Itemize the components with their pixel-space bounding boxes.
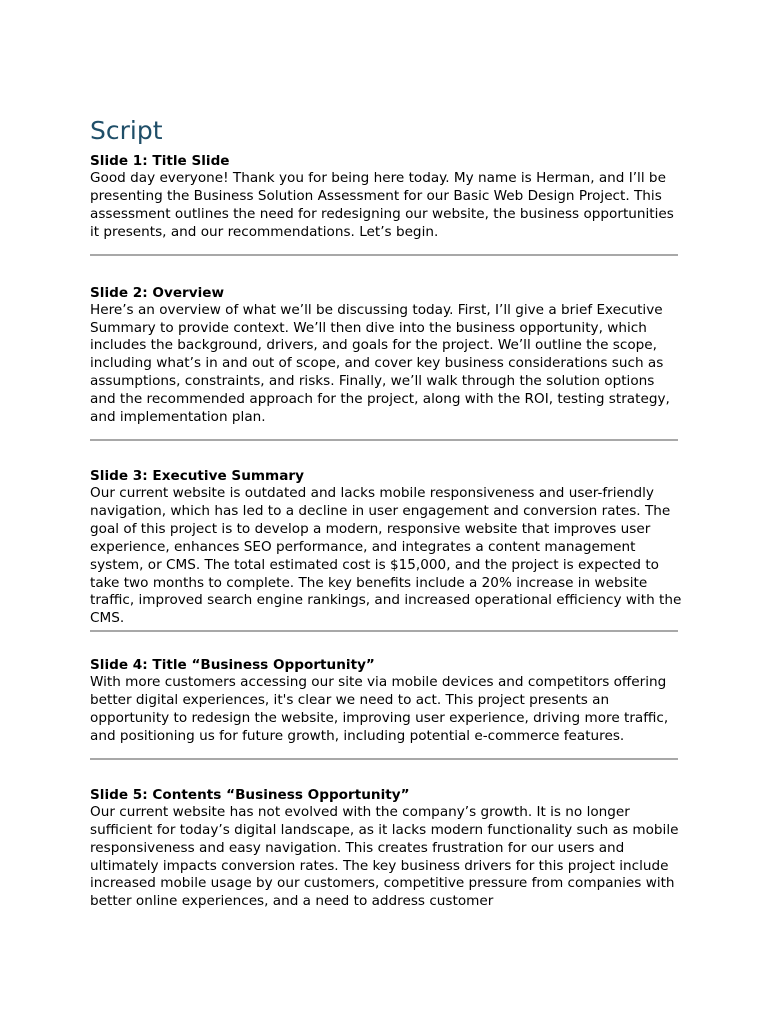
- script-section-slide-2: [90, 284, 682, 441]
- section-body: Here’s an overview of what we’ll be discussing today. First, I’ll give a brief Executive Summary to provide context. We’ll then dive into the business opportunity, which includes the background, drivers, and goals for the project. We’ll outline the scope, including what’s in and out of scope, and cover key business considerations such as assumptions, constraints, and risks. Finally, we’ll walk through the solution options and the recommended approach for the project, along with the ROI, testing strategy, and implementation plan.: [90, 301, 670, 426]
- section-heading: Slide 4: Title “Business Opportunity”: [90, 657, 375, 674]
- section-divider: [90, 758, 678, 760]
- script-section-slide-3: [90, 467, 682, 632]
- document-title: Script: [90, 116, 163, 145]
- section-body: Good day everyone! Thank you for being here today. My name is Herman, and I’ll be presenting the Business Solution Assessment for our Basic Web Design Project. This assessment outlines the need for redesigning our website, the business opportunities it presents, and our recommendations. Let’s begin.: [90, 170, 674, 240]
- script-section-slide-4: [90, 656, 682, 760]
- script-section-slide-1: [90, 152, 682, 256]
- section-body: Our current website has not evolved with the company’s growth. It is no longer sufficient for today’s digital landscape, as it lacks modern functionality such as mobile responsiveness and easy navigation. This creates frustration for our users and ultimately impacts conversion rates. The key business drivers for this project include increased mobile usage by our customers, competitive pressure from companies with better online experiences, and a need to address customer: [90, 803, 679, 910]
- section-divider: [90, 254, 678, 256]
- section-body: Our current website is outdated and lacks mobile responsiveness and user-friendly navigation, which has led to a decline in user engagement and conversion rates. The goal of this project is to develop a modern, responsive website that improves user experience, enhances SEO performance, and integrates a content management system, or CMS. The total estimated cost is $15,000, and the project is expected to take two months to complete. The key benefits include a 20% increase in website traffic, improved search engine rankings, and increased operational efficiency with the CMS.: [90, 484, 682, 627]
- section-body: With more customers accessing our site via mobile devices and competitors offering better digital experiences, it's clear we need to act. This project presents an opportunity to redesign the website, improving user experience, driving more traffic, and positioning us for future growth, including potential e-commerce features.: [90, 674, 669, 744]
- document-content: [90, 114, 682, 911]
- section-heading: Slide 5: Contents “Business Opportunity”: [90, 786, 410, 803]
- section-heading: Slide 2: Overview: [90, 284, 225, 301]
- section-divider: [90, 439, 678, 441]
- script-section-slide-5: [90, 786, 682, 911]
- section-divider: [90, 630, 678, 632]
- section-heading: Slide 1: Title Slide: [90, 153, 230, 169]
- section-heading: Slide 3: Executive Summary: [90, 467, 304, 484]
